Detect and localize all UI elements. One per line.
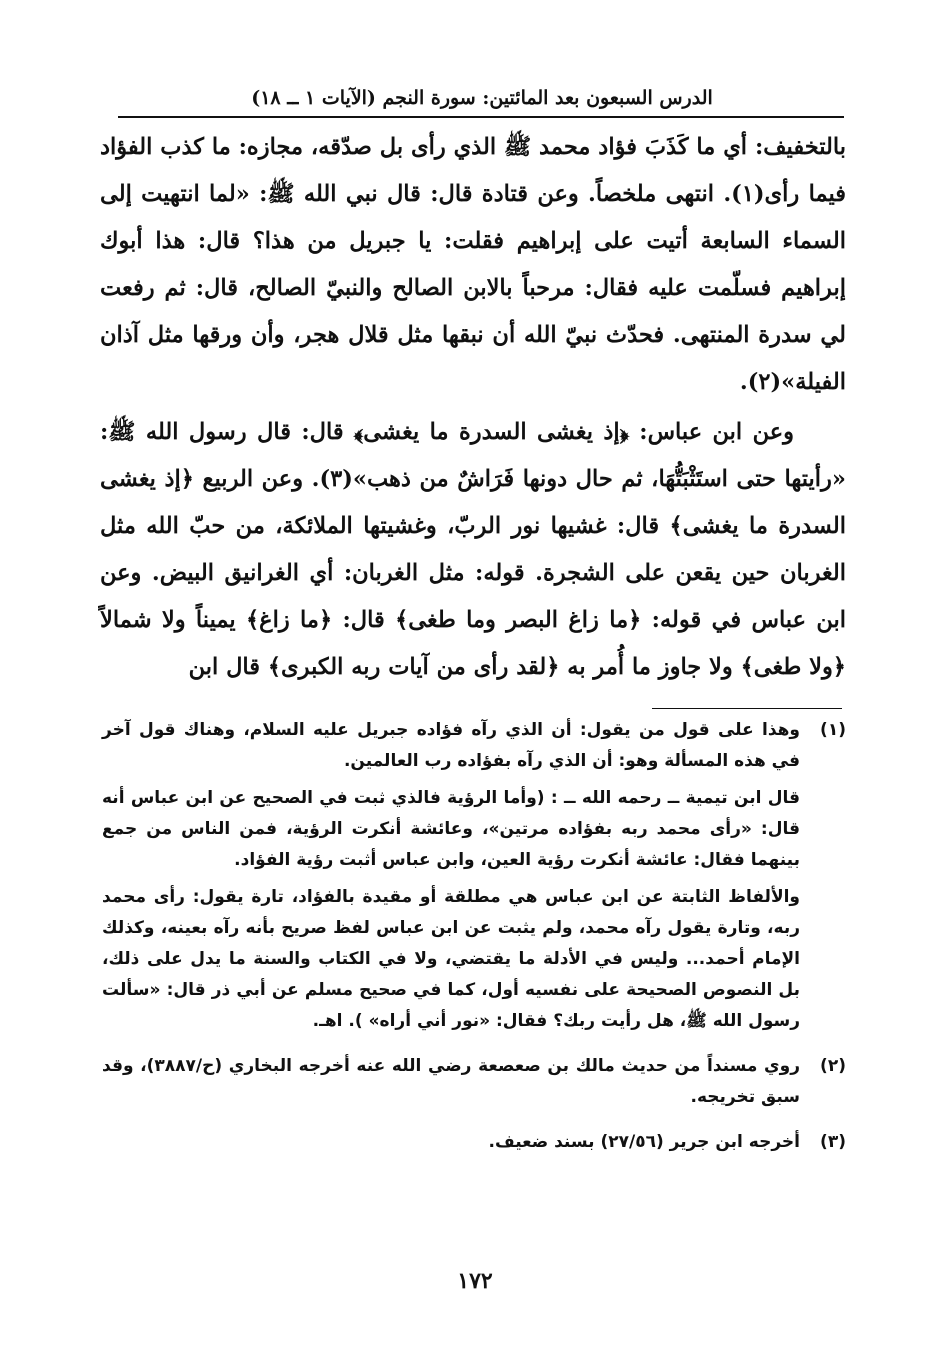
footnote-body: [102, 1127, 800, 1164]
footnote-number: (١): [820, 720, 846, 740]
footnote-text: وهذا على قول من يقول: أن الذي رآه فؤاده جبريل عليه السلام، وهناك قول آخر في هذه المسألة وهو: أن الذي رآه بفؤاده رب العالمين.: [102, 720, 800, 771]
footnote-separator: [652, 708, 842, 709]
footnote-text: روي مسنداً من حديث مالك بن صعصعة رضي الله عنه أخرجه البخاري (ح/٣٨٨٧)، وقد سبق تخريجه.: [102, 1056, 800, 1107]
header-rule: [118, 116, 844, 118]
footnote-text: قال ابن تيمية ــ رحمه الله ــ : (وأما الرؤية فالذي ثبت في الصحيح عن ابن عباس أنه قال: «رأى محمد ربه بفؤاده مرتين»، وعائشة أنكرت الرؤية، فمن الناس من جمع بينهما فقال: عائشة أنكرت رؤية العين، وابن عباس أثبت رؤية الفؤاد.: [102, 788, 800, 870]
footnotes: [102, 715, 846, 1172]
body-paragraph-2: وعن ابن عباس: ﴿إذ يغشى السدرة ما يغشى﴾ قال: قال رسول الله ﷺ: «رأيتها حتى استَثْبَتُّهَا، ثم حال دونها فَرَاشٌ من ذهب»(٣). وعن الربيع ﴿إذ يغشى السدرة ما يغشى﴾ قال: غشيها نور الربّ، وغشيتها الملائكة، من حبّ الله مثل الغربان حين يقعن على الشجرة. قوله: مثل الغربان: أي الغرانيق البيض. وعن ابن عباس في قوله: ﴿ما زاغ البصر وما طغى﴾ قال: ﴿ما زاغ﴾ يميناً ولا شمالاً ﴿ولا طغى﴾ ولا جاوز ما أُمر به ﴿لقد رأى من آيات ربه الكبرى﴾ قال ابن: [100, 419, 846, 680]
body-paragraph-1: بالتخفيف: أي ما كَذَبَ فؤاد محمد ﷺ الذي رأى بل صدّقه، مجازه: ما كذب الفؤاد فيما رأى(١). انتهى ملخصاً. وعن قتادة قال: قال نبي الله ﷺ: «لما انتهيت إلى السماء السابعة أتيت على إبراهيم فقلت: يا جبريل من هذا؟ قال: هذا أبوك إبراهيم فسلّمت عليه فقال: مرحباً بالابن الصالح والنبيّ الصالح، قال: ثم رفعت لي سدرة المنتهى. فحدّث نبيّ الله أن نبقها مثل قلال هجر، وأن ورقها مثل آذان الفيلة»(٢).: [100, 134, 846, 395]
footnote-body: [102, 715, 800, 1043]
footnote-2: [102, 1051, 846, 1119]
footnote-3: [102, 1127, 846, 1164]
footnote-body: [102, 1051, 800, 1119]
footnote-1: [102, 715, 846, 1043]
footnote-number: (٣): [820, 1132, 846, 1152]
footnote-text: والألفاظ الثابتة عن ابن عباس هي مطلقة أو مقيدة بالفؤاد، تارة يقول: رأى محمد ربه، وتارة يقول رآه محمد، ولم يثبت عن ابن عباس لفظ صريح بأنه رآه بعينه، وكذلك الإمام أحمد... وليس في الأدلة ما يقتضي، ولا في الكتاب والسنة ما يدل على ذلك، بل النصوص الصحيحة على نفسيه أول، كما في صحيح مسلم عن أبي ذر قال: «سألت رسول الله ﷺ، هل رأيت ربك؟ فقال: «نور أني أراه» ). اهـ.: [102, 887, 800, 1031]
page-number: ١٧٢: [457, 1268, 493, 1294]
footnote-number: (٢): [820, 1056, 846, 1076]
footnote-text: أخرجه ابن جرير (٢٧/٥٦) بسند ضعيف.: [488, 1132, 800, 1152]
running-header: الدرس السبعون بعد المائتين: سورة النجم (الآيات ١ ــ ١٨): [251, 87, 713, 109]
